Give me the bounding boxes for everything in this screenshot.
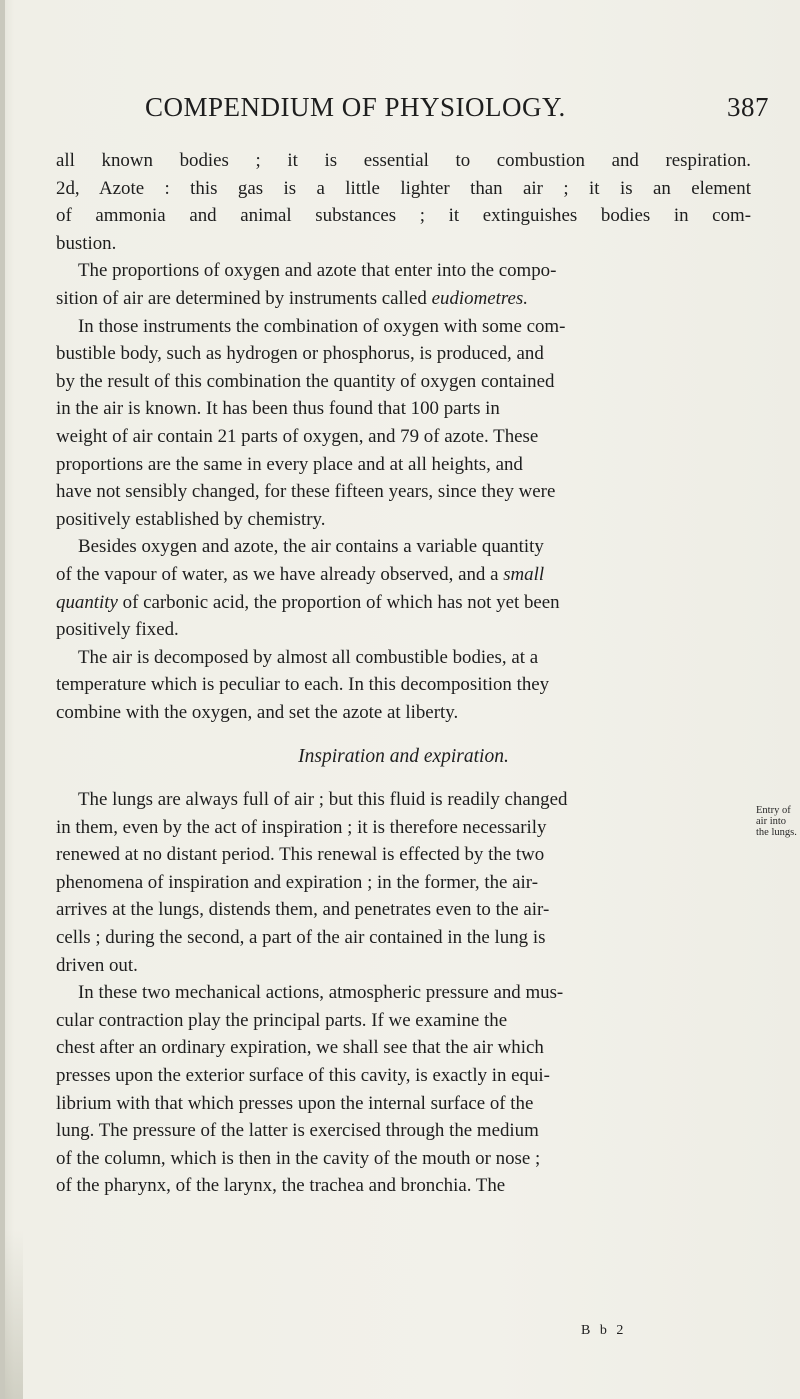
text-line: positively established by chemistry. (56, 508, 326, 530)
text-line: by the result of this combination the quantity of oxygen contained (56, 370, 555, 392)
text-line: The air is decomposed by almost all combustible bodies, at a (78, 646, 539, 668)
text-line: The proportions of oxygen and azote that enter into the compo- (78, 260, 557, 282)
text-line: arrives at the lungs, distends them, and penetrates even to the air- (56, 899, 550, 921)
paragraph (56, 979, 751, 1200)
text-line: in them, even by the act of inspiration ; it is therefore necessarily (56, 816, 547, 838)
italic-term: small (503, 563, 545, 585)
italic-term: quantity (56, 591, 118, 613)
running-title: COMPENDIUM OF PHYSIOLOGY. (145, 92, 566, 122)
text-line: bustible body, such as hydrogen or phosphorus, is produced, and (56, 343, 544, 365)
text-line (56, 288, 528, 309)
marginal-note-line: air into (756, 816, 787, 827)
text-line: renewed at no distant period. This renewal is effected by the two (56, 844, 545, 866)
marginal-note (756, 805, 800, 838)
text-line: bustion. (56, 232, 117, 254)
text-line: In those instruments the combination of oxygen with some com- (78, 315, 566, 337)
text-line: of the column, which is then in the cavity of the mouth or nose ; (56, 1147, 541, 1169)
text-line: cells ; during the second, a part of the air contained in the lung is (56, 927, 546, 949)
running-header (0, 92, 800, 132)
paragraph (56, 786, 751, 979)
text-line: weight of air contain 21 parts of oxygen, and 79 of azote. These (56, 425, 539, 447)
text-line: have not sensibly changed, for these fifteen years, since they were (56, 481, 556, 503)
text-line (56, 564, 544, 585)
text-line: librium with that which presses upon the internal surface of the (56, 1092, 534, 1114)
paragraph (56, 644, 751, 727)
page-stain (5, 1230, 23, 1399)
text-run: of the vapour of water, as we have already observed, and a (56, 563, 504, 585)
text-line: proportions are the same in every place and at all heights, and (56, 453, 523, 475)
paragraph (56, 147, 751, 257)
paragraph (56, 257, 751, 312)
text-line: chest after an ordinary expiration, we shall see that the air which (56, 1037, 544, 1059)
text-run: sition of air are determined by instruments called (56, 287, 432, 309)
text-line: positively fixed. (56, 619, 179, 641)
text-line: of the pharynx, of the larynx, the trachea and bronchia. The (56, 1175, 506, 1197)
text-line: 2d, Azote : this gas is a little lighter than air ; it is an element (56, 177, 751, 199)
text-line: Besides oxygen and azote, the air contains a variable quantity (78, 536, 544, 558)
marginal-note-line: the lungs. (756, 827, 797, 838)
text-line: temperature which is peculiar to each. In this decomposition they (56, 674, 550, 696)
text-line: driven out. (56, 954, 138, 976)
page-number: 387 (727, 92, 769, 122)
text-line (56, 592, 560, 613)
marginal-note-line: Entry of (756, 805, 791, 816)
section-subheading: Inspiration and expiration. (298, 746, 509, 768)
text-line: In these two mechanical actions, atmospheric pressure and mus- (78, 982, 564, 1004)
text-run: of carbonic acid, the proportion of which has not yet been (117, 591, 560, 613)
text-line: lung. The pressure of the latter is exercised through the medium (56, 1120, 539, 1142)
text-line: in the air is known. It has been thus found that 100 parts in (56, 398, 500, 420)
text-line: cular contraction play the principal parts. If we examine the (56, 1009, 508, 1031)
text-line: of ammonia and animal substances ; it extinguishes bodies in com- (56, 205, 751, 227)
text-line: all known bodies ; it is essential to combustion and respiration. (56, 150, 751, 171)
text-line: presses upon the exterior surface of this cavity, is exactly in equi- (56, 1065, 550, 1086)
paragraph (56, 313, 751, 534)
paragraph (56, 533, 751, 643)
text-line: The lungs are always full of air ; but this fluid is readily changed (78, 789, 568, 811)
signature-mark: B b 2 (581, 1323, 627, 1338)
page-body (56, 147, 751, 1200)
italic-term: eudiometres. (431, 287, 528, 309)
text-line: combine with the oxygen, and set the azote at liberty. (56, 701, 459, 723)
page-spine (0, 0, 5, 1399)
text-line: phenomena of inspiration and expiration ; in the former, the air- (56, 871, 538, 893)
